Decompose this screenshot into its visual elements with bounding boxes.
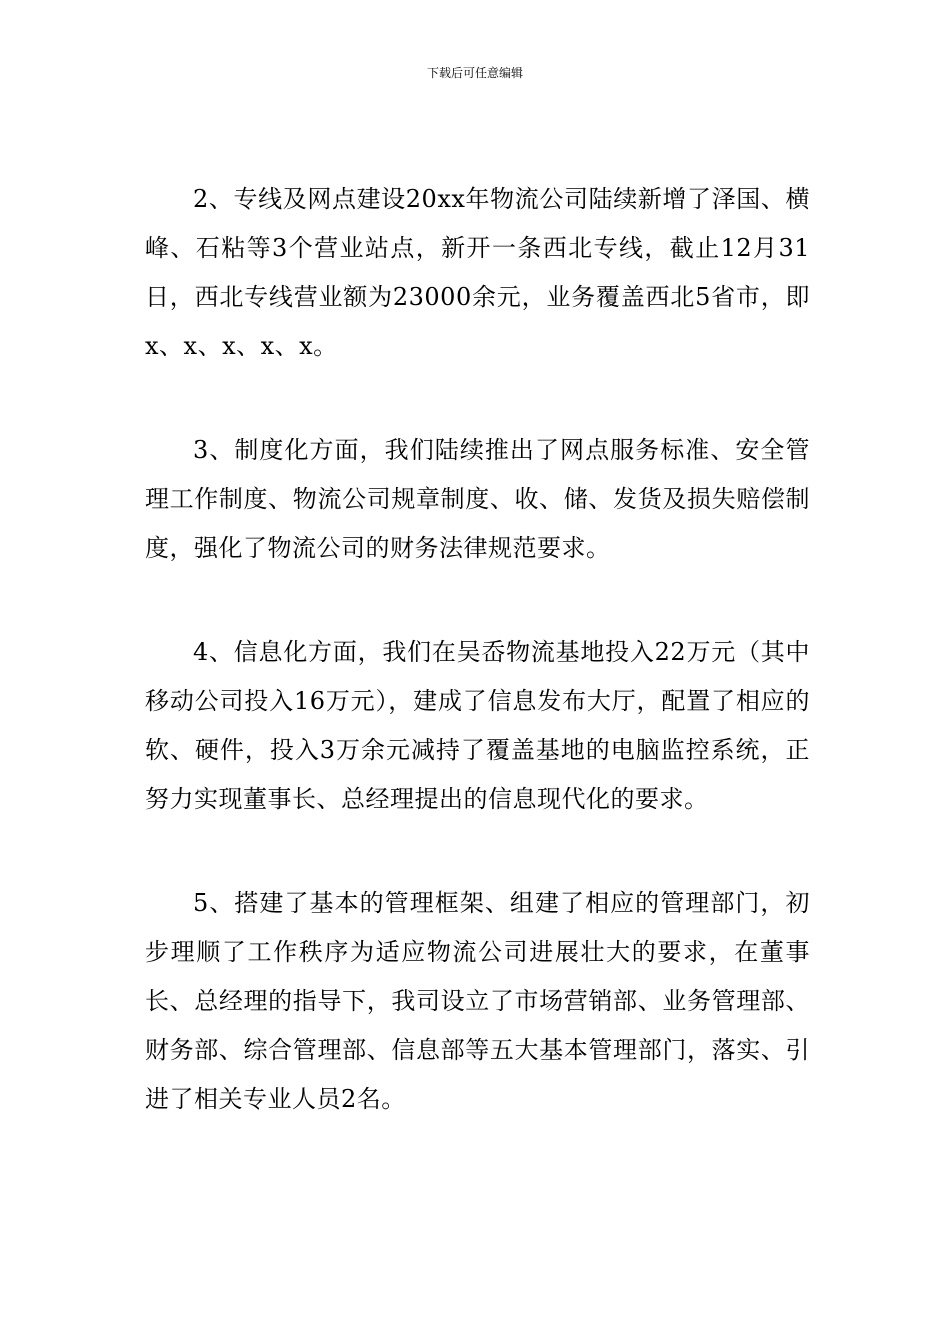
paragraph-item-5: 5、搭建了基本的管理框架、组建了相应的管理部门，初步理顺了工作秩序为适应物流公司进展壮大的要求，在董事长、总经理的指导下，我司设立了市场营销部、业务管理部、财务部、综合管理部、信息部等五大基本管理部门，落实、引进了相关专业人员2名。: [145, 889, 810, 1113]
page-header: 下载后可任意编辑: [426, 66, 523, 80]
paragraph-item-3: 3、制度化方面，我们陆续推出了网点服务标准、安全管理工作制度、物流公司规章制度、收、储、发货及损失赔偿制度，强化了物流公司的财务法律规范要求。: [145, 436, 810, 562]
paragraph-item-4: 4、信息化方面，我们在吴岙物流基地投入22万元（其中移动公司投入16万元），建成了信息发布大厅，配置了相应的软、硬件，投入3万余元减持了覆盖基地的电脑监控系统，正努力实现董事长、总经理提出的信息现代化的要求。: [145, 638, 810, 813]
document-body: [145, 175, 810, 1179]
paragraph-item-2: 2、专线及网点建设20xx年物流公司陆续新增了泽国、横峰、石粘等3个营业站点，新开一条西北专线，截止12月31日，西北专线营业额为23000余元，业务覆盖西北5省市，即x、x、x、x、x。: [145, 185, 810, 360]
